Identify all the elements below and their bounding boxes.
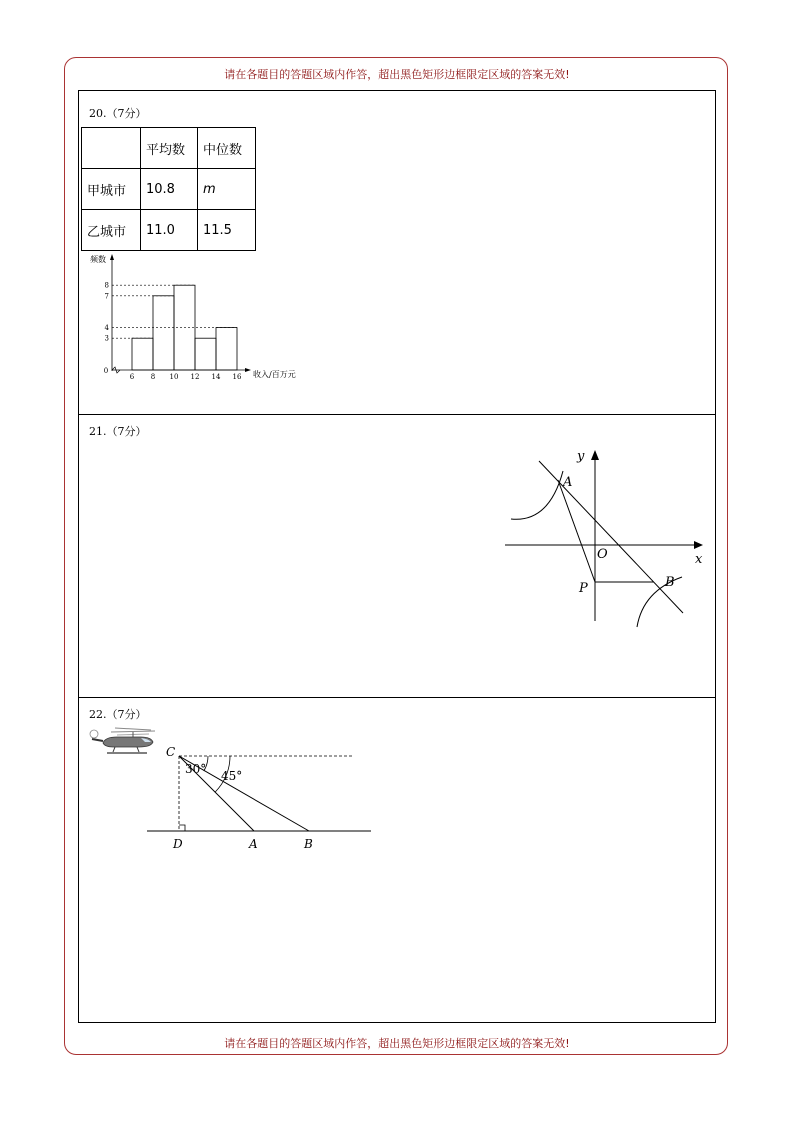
table-row: [82, 128, 256, 169]
coordinate-figure: [499, 441, 709, 631]
x-tick-label: 16: [232, 373, 242, 381]
helicopter-angle-figure: [89, 726, 389, 856]
x-tick-label: 8: [150, 373, 156, 381]
histogram-bar: [132, 338, 153, 370]
angle-label-45: 45°: [221, 769, 243, 783]
table-cell: 10.8: [141, 169, 198, 210]
point-a-label: A: [249, 837, 258, 851]
x-axis-label: x: [695, 552, 703, 567]
origin-label: 0: [103, 367, 109, 375]
question-20-label: 20.（7分）: [89, 107, 147, 120]
histogram-bar: [216, 328, 237, 370]
table-cell: [82, 128, 141, 169]
angle-label-30: 30°: [185, 762, 207, 776]
table-cell: 11.5: [198, 210, 256, 251]
point-b-label: B: [665, 575, 675, 590]
y-axis-label: y: [577, 449, 585, 464]
segment-ap: [558, 480, 595, 582]
income-histogram: [79, 253, 319, 383]
x-tick-label: 14: [211, 373, 221, 381]
x-tick-label: 12: [190, 373, 200, 381]
statistics-table: [81, 127, 256, 251]
bottom-notice: 请在各题目的答题区域内作答，超出黑色矩形边框限定区域的答案无效!: [224, 1037, 570, 1050]
question-22-label: 22.（7分）: [89, 708, 147, 721]
answer-frame: [78, 90, 716, 1023]
x-axis-arrow: [694, 541, 703, 549]
y-tick-label: 8: [104, 281, 109, 290]
x-tick-label: 10: [169, 373, 179, 381]
point-c-label: C: [166, 745, 176, 759]
origin-label: O: [597, 547, 608, 562]
y-axis-label: 频数: [90, 255, 106, 264]
question-21-label: 21.（7分）: [89, 425, 147, 438]
question-22-area: [79, 697, 715, 1023]
point-b-label: B: [304, 837, 313, 851]
y-tick-label: 4: [104, 324, 109, 333]
x-axis-label: 收入/百万元: [253, 370, 296, 379]
question-20-area: [79, 91, 715, 414]
table-header-median: 中位数: [198, 128, 256, 169]
y-axis-arrow: [591, 450, 599, 460]
table-row: [82, 210, 256, 251]
table-header-mean: 平均数: [141, 128, 198, 169]
line-ab: [539, 461, 683, 613]
point-a-label: A: [563, 475, 573, 490]
question-21-area: [79, 414, 715, 697]
point-d-label: D: [173, 837, 183, 851]
point-p-label: P: [579, 581, 588, 596]
histogram-bar: [153, 296, 174, 370]
table-cell: 乙城市: [82, 210, 141, 251]
helicopter-icon: [90, 728, 155, 753]
table-cell: 甲城市: [82, 169, 141, 210]
x-axis-arrow: [245, 368, 251, 372]
x-tick-label: 6: [129, 373, 135, 381]
table-cell: 11.0: [141, 210, 198, 251]
y-tick-label: 3: [104, 334, 109, 343]
table-row: [82, 169, 256, 210]
histogram-bar: [195, 338, 216, 370]
table-cell: m: [198, 169, 256, 210]
right-angle-mark: [179, 825, 185, 831]
hyperbola-branch-lower: [637, 577, 682, 627]
y-tick-label: 7: [104, 292, 109, 301]
top-notice: 请在各题目的答题区域内作答，超出黑色矩形边框限定区域的答案无效!: [224, 68, 570, 81]
y-axis-arrow: [110, 254, 114, 260]
